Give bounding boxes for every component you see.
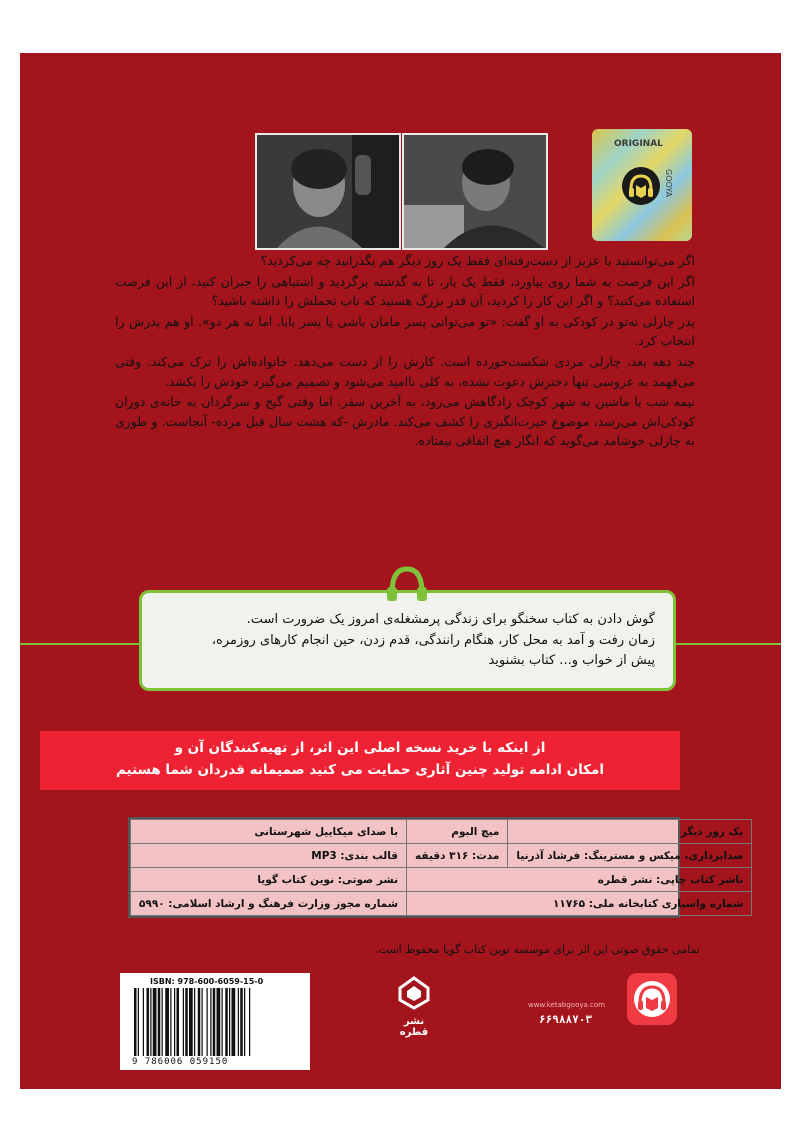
barcode-bar — [238, 988, 239, 1056]
thanks-banner — [40, 731, 680, 790]
synopsis-paragraph: پدر چارلی نه‌تو در کودکی به او گفت: «تو می‌توانی پسر مامان باشی یا پسر بابا. اما نه هر دو». او هم پدرش را انتخاب کرد. — [115, 313, 695, 349]
book-back-cover — [20, 53, 781, 1089]
barcode-bar — [189, 988, 193, 1056]
barcode-bar — [153, 988, 157, 1056]
credit-cell: نشر صوتی: نوین کتاب گویا — [131, 868, 407, 892]
barcode-bar — [134, 988, 137, 1056]
credit-cell: صدابرداری، میکس و مسترینگ: فرشاد آذرنیا — [508, 844, 752, 868]
thanks-line: از اینکه با خرید نسخه اصلی این اثر، از تهیه‌کنندگان آن و — [174, 740, 546, 756]
barcode-bar — [158, 988, 161, 1056]
barcode-bar — [244, 988, 245, 1056]
barcode-bar — [210, 988, 211, 1056]
credit-cell: مدت: ۳۱۶ دقیقه — [407, 844, 508, 868]
barcode-bar — [185, 988, 188, 1056]
barcode-bar — [213, 988, 216, 1056]
barcode-bar — [249, 988, 250, 1056]
hologram-label: ORIGINAL — [614, 139, 663, 149]
barcode-bar — [183, 988, 184, 1056]
publisher-name: نشر قطره — [399, 1016, 429, 1038]
barcode-bar — [202, 988, 203, 1056]
barcode-bar — [222, 988, 223, 1056]
barcode-bar — [174, 988, 175, 1056]
credit-cell: قالب بندی: MP3 — [131, 844, 407, 868]
photo-narrator-studio — [255, 133, 401, 250]
barcode-bar — [165, 988, 169, 1056]
credit-cell: شماره مجوز وزارت فرهنگ و ارشاد اسلامی: ۵۹۹۰ — [131, 892, 407, 916]
barcode-bar — [147, 988, 150, 1056]
headphones-icon — [384, 563, 430, 603]
website-text: www.ketabgooya.com — [528, 1001, 605, 1009]
phone-number: ۶۶۹۸۸۷۰۳ — [539, 1013, 592, 1026]
publisher-logo — [394, 976, 434, 1036]
audiobook-info-bubble — [139, 590, 676, 691]
story-synopsis — [115, 251, 695, 452]
credit-cell: با صدای میکاییل شهرستانی — [131, 820, 407, 844]
barcode-bar — [198, 988, 201, 1056]
barcode-bar — [207, 988, 208, 1056]
barcode-bar — [177, 988, 180, 1056]
synopsis-paragraph: اگر این فرصت به شما روی بیاورد، فقط یک بار، تا به گذشته برگردید و اشتباهی را جبران کنید، از این فرصت استفاده می‌کنید؟ و اگر این کار را کردید، آن قدر بزرگ هستید که تاب تحملش را داشته باشید؟ — [115, 273, 695, 309]
isbn-text: ISBN: 978-600-6059-15-0 — [150, 977, 264, 986]
barcode-bar — [225, 988, 228, 1056]
barcode-bar — [217, 988, 221, 1056]
barcode-bar — [170, 988, 171, 1056]
gooya-logo — [627, 973, 677, 1025]
credit-cell: ناشر کتاب چاپی: نشر قطره — [407, 868, 752, 892]
barcode-bar — [143, 988, 144, 1056]
synopsis-paragraph: نیمه شب با ماشین به شهر کوچک زادگاهش می‌رود، به آخرین سفر. اما وقتی گیج و سرگردان به خانه‌ی دوران کودکی‌اش می‌رسد، موضوع حیرت‌انگیزی را کشف می‌کند. مادرش -که هشت سال قبل مرده- آنجاست. و طوری به چارلی خوشامد می‌گوید که انگار هیچ اتفاقی نیفتاده. — [115, 394, 695, 449]
credits-table — [128, 817, 744, 918]
synopsis-paragraph: چند دهه بعد، چارلی مردی شکست‌خورده است. کارش را از دست می‌دهد. خانواده‌اش را ترک می‌کند. وقتی می‌فهمد به عروسی تنها دخترش دعوت نشده، به کلی ناامید می‌شود و تصمیم می‌گیرد خودش را بکشد. — [115, 353, 695, 389]
barcode-image — [132, 988, 307, 1056]
bubble-line: زمان رفت و آمد به محل کار، هنگام رانندگی، قدم زدن، حین انجام کارهای روزمره، — [211, 632, 655, 648]
photo-engineer-image — [404, 135, 546, 248]
barcode-bar — [194, 988, 195, 1056]
headphones-book-icon — [627, 973, 677, 1025]
hologram-side-label: GOOYA — [664, 169, 673, 198]
barcode-digits: 9 786006 059150 — [132, 1057, 229, 1067]
synopsis-paragraph: اگر می‌توانستید با عزیز از دست‌رفته‌ای فقط یک روز دیگر هم بگذرانید چه می‌کردید؟ — [260, 253, 695, 268]
original-hologram-sticker — [592, 129, 692, 241]
bubble-line: پیش از خواب و... کتاب بشنوید — [488, 653, 655, 668]
credits-row — [131, 892, 752, 916]
thanks-line: امکان ادامه تولید چنین آثاری حمایت می کنید صمیمانه قدردان شما هستیم — [115, 762, 605, 778]
credit-cell: میچ البوم — [407, 820, 508, 844]
credit-cell: یک روز دیگر — [508, 820, 752, 844]
barcode-bar — [162, 988, 163, 1056]
copyright-notice: تمامی حقوق صوتی این اثر برای موسسه نوین کتاب گویا محفوظ است. — [375, 943, 700, 956]
barcode-bar — [150, 988, 151, 1056]
barcode-bar — [138, 988, 139, 1056]
photo-narrator-image — [257, 135, 399, 248]
barcode-bar — [229, 988, 230, 1056]
headphones-book-icon — [622, 167, 660, 205]
qatre-drop-icon — [397, 976, 431, 1010]
barcode-bar — [240, 988, 243, 1056]
credits-row — [131, 868, 752, 892]
credit-cell: شماره واسپاری کتابخانه ملی: ۱۱۷۶۵ — [407, 892, 752, 916]
bubble-line: گوش دادن به کتاب سخنگو برای زندگی پرمشغله‌ی امروز یک ضرورت است. — [246, 612, 655, 627]
barcode-bar — [232, 988, 236, 1056]
photo-engineer-studio — [402, 133, 548, 250]
credits-row — [131, 844, 752, 868]
credits-row — [131, 820, 752, 844]
